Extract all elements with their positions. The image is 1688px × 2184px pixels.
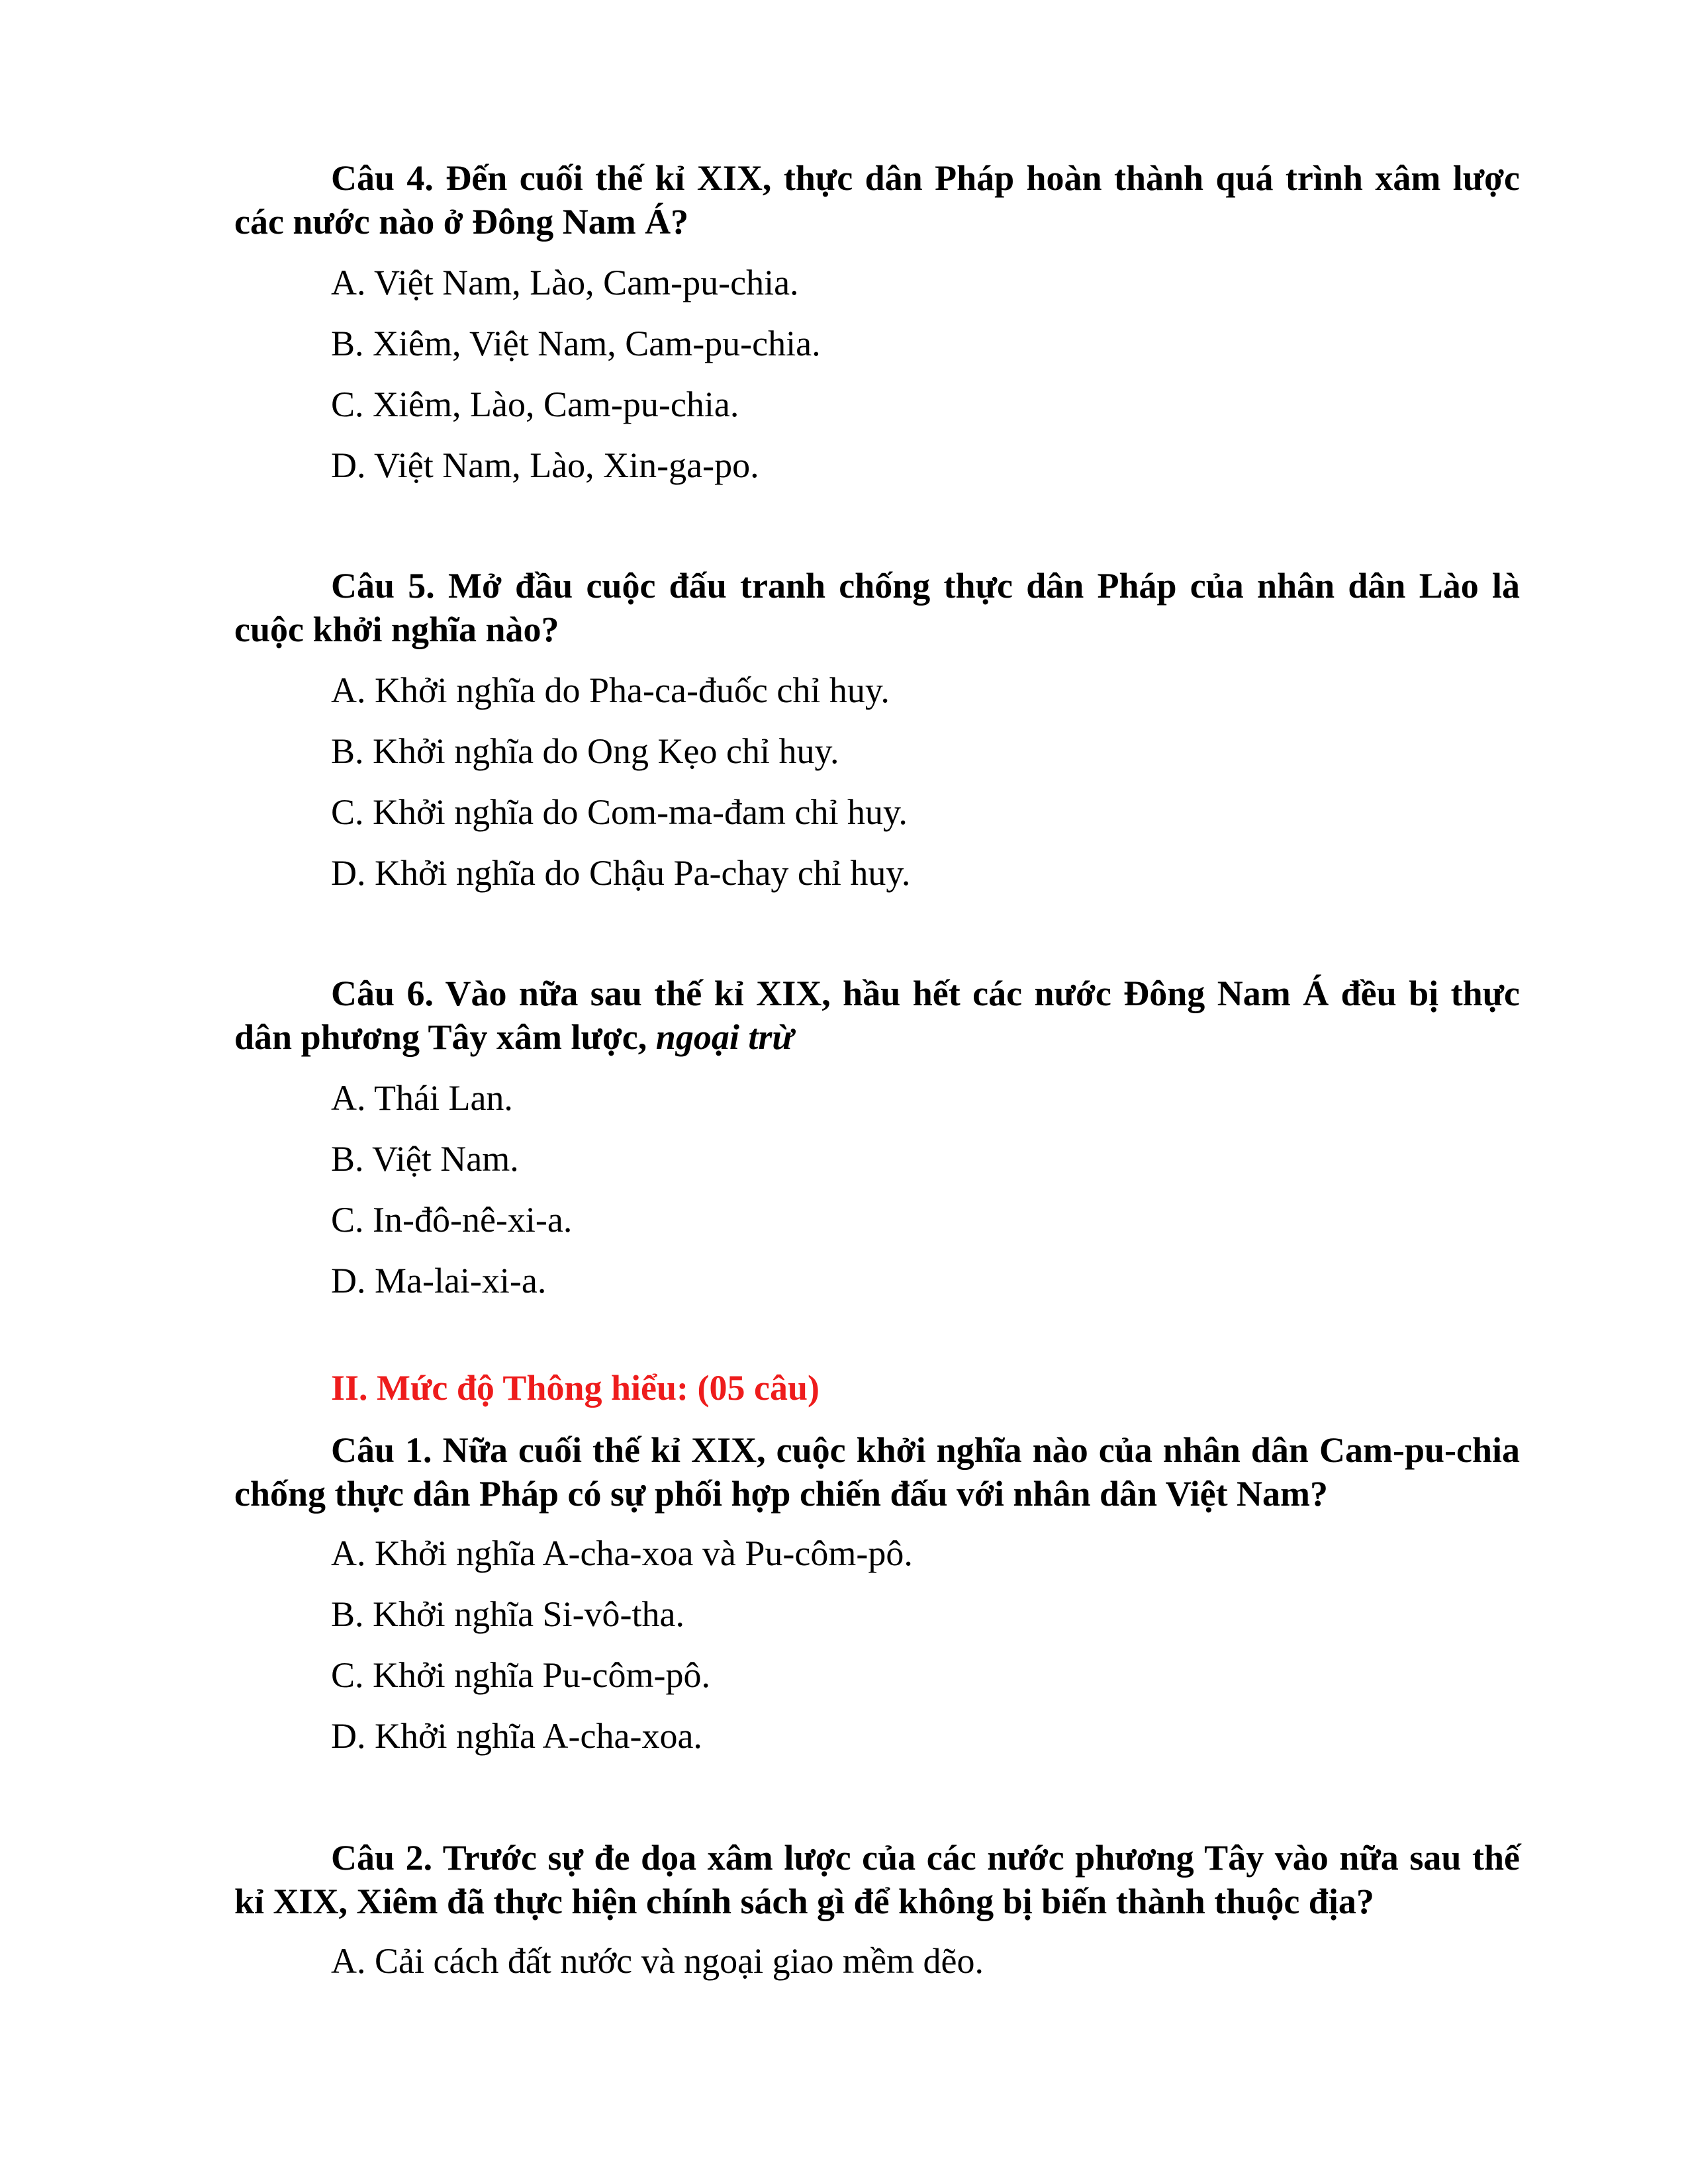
option-c: C. Xiêm, Lào, Cam-pu-chia. xyxy=(331,385,739,424)
option-d: D. Ma-lai-xi-a. xyxy=(331,1261,547,1300)
question-text: Câu 5. Mở đầu cuộc đấu tranh chống thực dân Pháp của nhân dân Lào là cuộc khởi nghĩa nào? xyxy=(234,566,1520,649)
question-5 xyxy=(234,564,1520,651)
option-a: A. Khởi nghĩa do Pha-ca-đuốc chỉ huy. xyxy=(331,670,890,710)
option-c: C. In-đô-nê-xi-a. xyxy=(331,1200,573,1240)
option-b: B. Khởi nghĩa do Ong Kẹo chỉ huy. xyxy=(331,731,839,771)
option-b: B. Xiêm, Việt Nam, Cam-pu-chia. xyxy=(331,324,821,363)
option-c: C. Khởi nghĩa do Com-ma-đam chỉ huy. xyxy=(331,792,908,832)
option-a: A. Khởi nghĩa A-cha-xoa và Pu-côm-pô. xyxy=(331,1533,913,1573)
section-heading: II. Mức độ Thông hiểu: (05 câu) xyxy=(331,1368,820,1408)
option-d: D. Khởi nghĩa A-cha-xoa. xyxy=(331,1716,702,1756)
option-a: A. Thái Lan. xyxy=(331,1078,513,1118)
question-text: Câu 4. Đến cuối thế kỉ XIX, thực dân Pháp hoàn thành quá trình xâm lược các nước nào ở Đông Nam Á? xyxy=(234,158,1520,242)
question-2 xyxy=(234,1836,1520,1923)
question-4 xyxy=(234,156,1520,244)
option-b: B. Việt Nam. xyxy=(331,1139,519,1179)
question-text: Câu 1. Nữa cuối thế kỉ XIX, cuộc khởi nghĩa nào của nhân dân Cam-pu-chia chống thực dân Pháp có sự phối hợp chiến đấu với nhân dân Việt Nam? xyxy=(234,1430,1520,1514)
question-text xyxy=(234,972,1520,1059)
option-a: A. Cải cách đất nước và ngoại giao mềm dẽo. xyxy=(331,1941,984,1981)
section-heading-block xyxy=(234,1366,1520,1410)
option-c: C. Khởi nghĩa Pu-côm-pô. xyxy=(331,1655,711,1695)
option-a: A. Việt Nam, Lào, Cam-pu-chia. xyxy=(331,263,799,302)
question-text-main: Câu 6. Vào nữa sau thế kỉ XIX, hầu hết các nước Đông Nam Á đều bị thực dân phương Tây xâm lược, xyxy=(234,974,1520,1057)
question-text-emphasis: ngoại trừ xyxy=(655,1017,794,1057)
question-text: Câu 2. Trước sự đe dọa xâm lược của các nước phương Tây vào nữa sau thế kỉ XIX, Xiêm đã thực hiện chính sách gì để không bị biến thành thuộc địa? xyxy=(234,1838,1520,1921)
option-b: B. Khởi nghĩa Si-vô-tha. xyxy=(331,1594,685,1634)
option-d: D. Việt Nam, Lào, Xin-ga-po. xyxy=(331,445,759,485)
option-d: D. Khởi nghĩa do Chậu Pa-chay chỉ huy. xyxy=(331,853,911,893)
question-6 xyxy=(234,972,1520,1059)
question-1 xyxy=(234,1428,1520,1516)
